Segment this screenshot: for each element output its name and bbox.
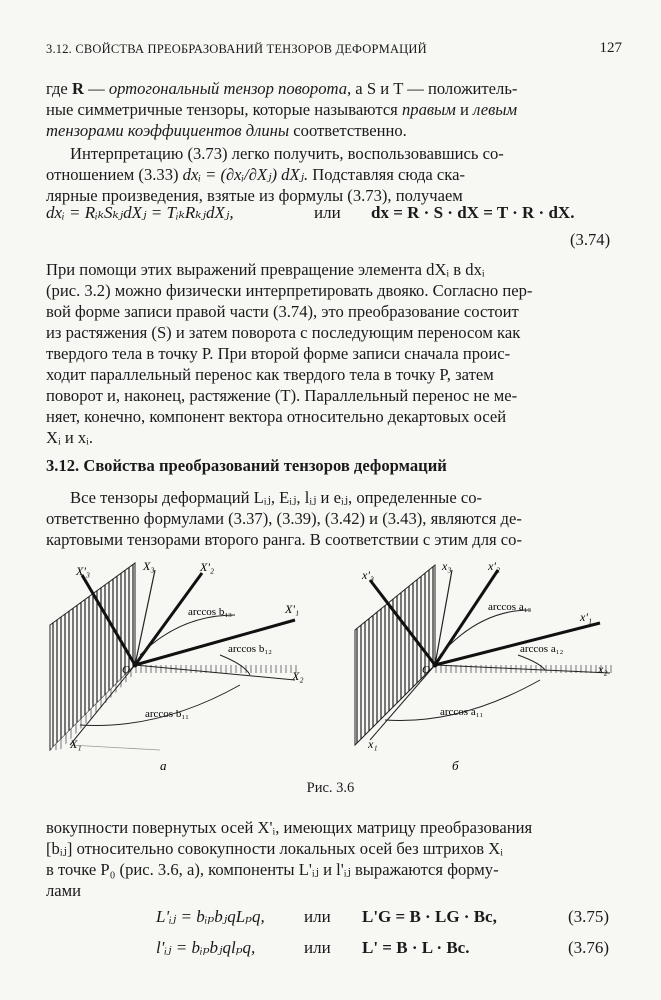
text-line: ответственно формулами (3.37), (3.39), (3.42) и (3.43), являются де-: [46, 509, 522, 528]
text: отношением (3.33): [46, 165, 183, 184]
equation-or: или: [304, 907, 331, 926]
text-line: няет, конечно, компонент вектора относительно декартовых осей: [46, 407, 507, 426]
text-line: [bᵢⱼ] относительно совокупности локальных осей без штрихов Xᵢ: [46, 839, 503, 858]
text-line: Интерпретацию (3.73) легко получить, воспользовавшись со-: [70, 144, 504, 163]
arc-label: arccos a₁₁: [440, 706, 484, 718]
text-line: (рис. 3.2) можно физически интерпретировать двояко. Согласно пер-: [46, 281, 533, 300]
origin-label: O: [122, 664, 130, 676]
paragraph-strain-tensors: [46, 487, 622, 550]
text-line: вой форме записи правой части (3.74), это преобразование состоит: [46, 302, 519, 321]
paragraph-rotated-axes: [46, 817, 622, 901]
equation-number: (3.74): [570, 230, 611, 249]
figure-3-6: [40, 555, 625, 785]
text-line: в точке P₀ (рис. 3.6, а), компоненты L'ᵢⱼ и l'ᵢⱼ выражаются форму-: [46, 860, 499, 879]
equation-left: l'ᵢⱼ = bᵢₚbⱼqlₚq,: [156, 938, 256, 957]
inline-formula: dxᵢ = (∂xᵢ/∂Xⱼ) dXⱼ.: [182, 165, 309, 184]
arc-label: arccos a₁₂: [520, 643, 564, 655]
text-line: вокупности повернутых осей X'ᵢ, имеющих матрицу преобразования: [46, 818, 533, 837]
axis-label: X₃: [143, 559, 155, 573]
running-title: 3.12. СВОЙСТВА ПРЕОБРАЗОВАНИЙ ТЕНЗОРОВ ДЕФОРМАЦИЙ: [46, 42, 427, 56]
text-line: твердого тела в точку P. При второй форме записи сначала проис-: [46, 344, 511, 363]
text: где: [46, 79, 72, 98]
text-line: Xᵢ и xᵢ.: [46, 428, 94, 447]
text: —: [83, 79, 109, 98]
axis-label: x'₁: [580, 610, 593, 624]
paragraph-interpretation: [46, 143, 622, 206]
equation-right: L'G = B · LG · Bc,: [362, 907, 497, 926]
text: а S и T — положитель-: [351, 79, 518, 98]
axis-label: x₂: [598, 662, 608, 676]
axis-label: x₃: [442, 559, 452, 573]
text-line: лами: [46, 881, 82, 900]
text: соответственно.: [289, 121, 407, 140]
equation-or: или: [314, 203, 341, 222]
figure-panel-b: [355, 559, 615, 773]
equation-right: dx = R · S · dX = T · R · dX.: [371, 203, 575, 222]
panel-label: а: [160, 758, 167, 773]
text-line: лярные произведения, взятые из формулы (3.73), получаем: [46, 186, 463, 205]
italic-term: правым: [401, 100, 456, 119]
panel-label: б: [452, 758, 459, 773]
equation-right: L' = B · L · Bc.: [362, 938, 470, 957]
arc-label: arccos b₁₂: [228, 643, 273, 655]
text: Подставляя сюда ска-: [308, 165, 465, 184]
arc-label: arccos a₁₃: [488, 601, 532, 613]
equation-left: dxᵢ = RᵢₖSₖⱼdXⱼ = TᵢₖRₖⱼdXⱼ,: [46, 203, 234, 222]
page-number: 127: [599, 40, 622, 56]
text-line: Все тензоры деформаций Lᵢⱼ, Eᵢⱼ, lᵢⱼ и eᵢⱼ, определенные со-: [70, 488, 483, 507]
axis-label: x'₂: [488, 559, 501, 573]
running-header: [46, 40, 622, 60]
axis-label: x'₃: [362, 568, 375, 582]
paragraph-physical-interpretation: [46, 259, 622, 448]
text: и: [455, 100, 474, 119]
origin-label: O: [422, 664, 430, 676]
equation-number: (3.75): [568, 907, 610, 926]
equation-or: или: [304, 938, 331, 957]
figure-panel-a: [50, 559, 304, 773]
equation-3-74: [46, 203, 622, 223]
axis-label: X'₂: [200, 560, 215, 574]
arc-label: arccos b₁₁: [145, 708, 190, 720]
text: ные симметричные тензоры, которые называются: [46, 100, 402, 119]
section-heading: 3.12. Свойства преобразований тензоров деформаций: [46, 456, 447, 475]
paragraph-tensors-definition: [46, 78, 622, 141]
axis-label: X'₃: [76, 564, 91, 578]
italic-term: тензорами коэффициентов длины: [46, 121, 290, 140]
equation-left: L'ᵢⱼ = bᵢₚbⱼqLₚq,: [156, 907, 265, 926]
axis-label: X₂: [292, 669, 304, 683]
tensor-symbol: R: [71, 79, 84, 98]
axis-label: x₁: [368, 737, 378, 751]
text-line: ходит параллельный перенос как твердого тела в точку P, затем: [46, 365, 494, 384]
arc-label: arccos b₁₃: [188, 606, 233, 618]
axis-label: X₁: [70, 737, 82, 751]
figure-caption: Рис. 3.6: [306, 780, 355, 796]
text-line: картовыми тензорами второго ранга. В соответствии с этим для со-: [46, 530, 522, 549]
text-line: поворот и, наконец, растяжение (T). Параллельный перенос не ме-: [46, 386, 518, 405]
equation-number: (3.76): [568, 938, 610, 957]
axis-label: X'₁: [285, 602, 300, 616]
text-line: из растяжения (S) и затем поворота с последующим переносом как: [46, 323, 521, 342]
italic-term: ортогональный тензор поворота,: [108, 79, 352, 98]
text-line: При помощи этих выражений превращение элемента dXᵢ в dxᵢ: [46, 260, 485, 279]
italic-term: левым: [473, 100, 518, 119]
